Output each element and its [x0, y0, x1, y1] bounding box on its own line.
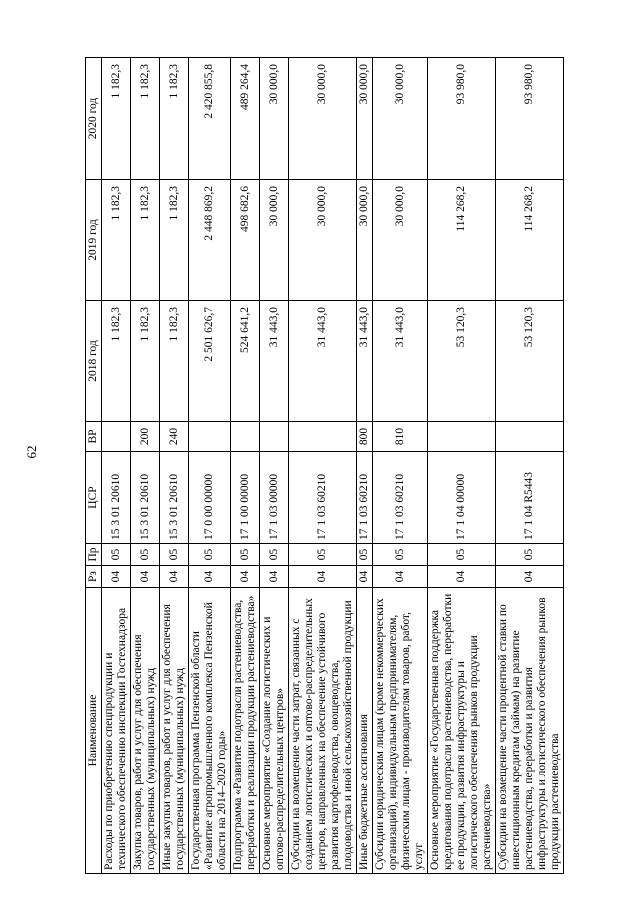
header-2020: 2020 год	[86, 58, 102, 180]
table-row	[131, 58, 160, 874]
cell-2018: 31 443,0	[357, 301, 373, 422]
header-2018: 2018 год	[86, 301, 102, 422]
table-row	[289, 58, 357, 874]
table-row	[373, 58, 428, 874]
cell-rz: 04	[373, 566, 428, 588]
table-row	[231, 58, 260, 874]
cell-pr: 05	[189, 544, 231, 566]
cell-2018: 2 501 626,7	[189, 301, 231, 422]
cell-name: Основное мероприятие «Государственная поддержка кредитования подотрасли растениеводства, переработки ее продукции, развития инфраструктуры и логистического обеспечения рынков продукции растениеводства»	[428, 588, 496, 874]
cell-2019: 1 182,3	[160, 180, 189, 301]
header-vr: ВР	[86, 422, 102, 452]
table-row	[496, 58, 564, 874]
cell-rz: 04	[231, 566, 260, 588]
table-row	[160, 58, 189, 874]
header-2019: 2019 год	[86, 180, 102, 301]
cell-csr: 17 1 03 60210	[357, 452, 373, 544]
table-header-row	[86, 58, 102, 874]
cell-2018: 524 641,2	[231, 301, 260, 422]
cell-pr: 05	[131, 544, 160, 566]
table-row	[189, 58, 231, 874]
cell-2019: 2 448 869,2	[189, 180, 231, 301]
cell-name: Основное мероприятие «Создание логистических и оптово-распределительных центров»	[260, 588, 289, 874]
cell-vr	[260, 422, 289, 452]
cell-rz: 04	[189, 566, 231, 588]
cell-name: Расходы по приобретению спецпродукции и технического обеспечению инспекции Гостехнадзора	[102, 588, 131, 874]
cell-2018: 53 120,3	[428, 301, 496, 422]
header-pr: Пр	[86, 544, 102, 566]
cell-vr	[496, 422, 564, 452]
cell-pr: 05	[428, 544, 496, 566]
cell-name: Закупка товаров, работ и услуг для обеспечения государственных (муниципальных) нужд	[131, 588, 160, 874]
cell-2018: 31 443,0	[260, 301, 289, 422]
cell-name: Субсидии на возмещение части процентной ставки по инвестиционным кредитам (займам) на развитие растениеводства, переработки и развития инфраструктуры и логистического обеспечения рынков продукции растениеводства	[496, 588, 564, 874]
cell-vr: 810	[373, 422, 428, 452]
cell-pr: 05	[496, 544, 564, 566]
page-number: 62	[24, 445, 39, 459]
cell-pr: 05	[160, 544, 189, 566]
cell-2020: 30 000,0	[357, 58, 373, 180]
cell-name: Подпрограмма «Развитие подотрасли растениеводства, переработки и реализации продукции растениеводства»	[231, 588, 260, 874]
cell-csr: 17 1 04 00000	[428, 452, 496, 544]
cell-pr: 05	[289, 544, 357, 566]
cell-csr: 15 3 01 20610	[131, 452, 160, 544]
cell-2020: 30 000,0	[373, 58, 428, 180]
cell-rz: 04	[289, 566, 357, 588]
cell-vr	[189, 422, 231, 452]
cell-vr	[289, 422, 357, 452]
cell-pr: 05	[231, 544, 260, 566]
cell-rz: 04	[357, 566, 373, 588]
rotated-page-content	[85, 58, 561, 874]
cell-vr	[428, 422, 496, 452]
cell-csr: 17 1 04 R5443	[496, 452, 564, 544]
cell-2018: 1 182,3	[131, 301, 160, 422]
cell-vr: 800	[357, 422, 373, 452]
cell-pr: 05	[373, 544, 428, 566]
cell-rz: 04	[260, 566, 289, 588]
cell-name: Государственная программа Пензенской области «Развитие агропромышленного комплекса Пензенской области на 2014–2020 годы»	[189, 588, 231, 874]
cell-vr	[102, 422, 131, 452]
cell-2019: 114 268,2	[496, 180, 564, 301]
cell-name: Субсидии юридическим лицам (кроме некоммерческих организаций), индивидуальным предпринимателям, физическим лицам - производителям товаров, работ, услуг	[373, 588, 428, 874]
cell-2020: 1 182,3	[102, 58, 131, 180]
cell-pr: 05	[357, 544, 373, 566]
cell-2018: 1 182,3	[102, 301, 131, 422]
header-name: Наименование	[86, 588, 102, 874]
cell-2018: 53 120,3	[496, 301, 564, 422]
cell-2020: 2 420 855,8	[189, 58, 231, 180]
cell-csr: 17 1 03 60210	[373, 452, 428, 544]
cell-2018: 1 182,3	[160, 301, 189, 422]
header-csr: ЦСР	[86, 452, 102, 544]
cell-vr: 200	[131, 422, 160, 452]
cell-2020: 1 182,3	[160, 58, 189, 180]
cell-2019: 30 000,0	[373, 180, 428, 301]
cell-2019: 30 000,0	[260, 180, 289, 301]
cell-csr: 17 1 00 00000	[231, 452, 260, 544]
cell-2019: 1 182,3	[131, 180, 160, 301]
table-row	[102, 58, 131, 874]
cell-name: Иные бюджетные ассигнования	[357, 588, 373, 874]
cell-2020: 93 980,0	[496, 58, 564, 180]
cell-pr: 05	[260, 544, 289, 566]
cell-csr: 17 1 03 00000	[260, 452, 289, 544]
cell-2020: 30 000,0	[260, 58, 289, 180]
table-row	[357, 58, 373, 874]
header-rz: Рз	[86, 566, 102, 588]
cell-rz: 04	[102, 566, 131, 588]
cell-csr: 15 3 01 20610	[102, 452, 131, 544]
cell-2018: 31 443,0	[373, 301, 428, 422]
cell-2019: 30 000,0	[357, 180, 373, 301]
table-row	[428, 58, 496, 874]
cell-2020: 93 980,0	[428, 58, 496, 180]
cell-2019: 114 268,2	[428, 180, 496, 301]
cell-2019: 30 000,0	[289, 180, 357, 301]
cell-vr	[231, 422, 260, 452]
budget-table	[85, 57, 564, 874]
cell-2020: 489 264,4	[231, 58, 260, 180]
cell-2020: 1 182,3	[131, 58, 160, 180]
cell-2019: 498 682,6	[231, 180, 260, 301]
cell-2018: 31 443,0	[289, 301, 357, 422]
cell-2019: 1 182,3	[102, 180, 131, 301]
table-row	[260, 58, 289, 874]
cell-name: Иные закупки товаров, работ и услуг для обеспечения государственных (муниципальных) нужд	[160, 588, 189, 874]
cell-csr: 15 3 01 20610	[160, 452, 189, 544]
cell-vr: 240	[160, 422, 189, 452]
cell-rz: 04	[160, 566, 189, 588]
cell-name: Субсидии на возмещение части затрат, связанных с созданием логистических и оптово-распределительных центров, направленных на обеспечение устойчивого развития картофелеводства, овощеводства, плодоводства и иной сельскохозяйственной продукции	[289, 588, 357, 874]
cell-csr: 17 1 03 60210	[289, 452, 357, 544]
cell-pr: 05	[102, 544, 131, 566]
cell-2020: 30 000,0	[289, 58, 357, 180]
cell-rz: 04	[131, 566, 160, 588]
cell-rz: 04	[428, 566, 496, 588]
cell-rz: 04	[496, 566, 564, 588]
cell-csr: 17 0 00 00000	[189, 452, 231, 544]
